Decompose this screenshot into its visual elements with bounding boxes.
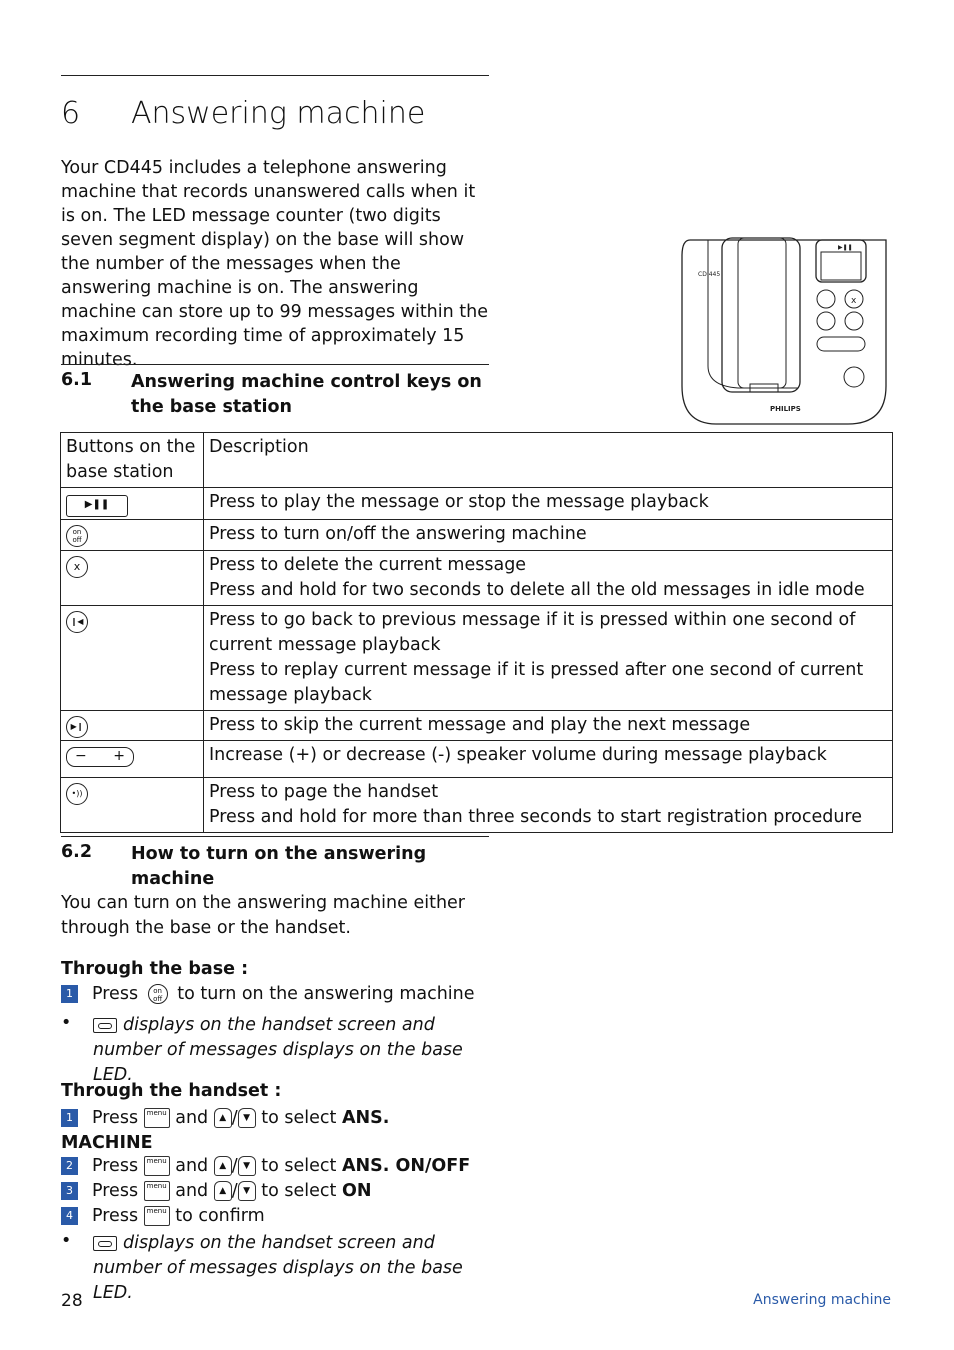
page-icon: •)) [66, 783, 88, 805]
base-model-label: CD 445 [698, 271, 721, 278]
answering-machine-icon [93, 1236, 117, 1251]
base-station-illustration [678, 236, 892, 428]
previous-icon: ❙◀ [66, 611, 88, 633]
intro-paragraph: Your CD445 includes a telephone answering machine that records unanswered calls when it is on. The LED message counter (two digits seven segment display) on the base will show the number of the messages when the answering machine is on. The answering machine can store up to 99 messages within the maximum recording time of approximately 15 minutes. [61, 158, 489, 370]
bullet: • [61, 1013, 72, 1033]
top-rule [61, 75, 489, 76]
table-row [61, 778, 893, 833]
nav-up-icon: ▲ [214, 1156, 232, 1176]
table-cell-line: Press to page the handset [209, 782, 439, 802]
nav-down-icon: ▼ [238, 1156, 256, 1176]
section-number: 6.1 [61, 370, 93, 390]
next-icon: ▶❙ [66, 716, 88, 738]
table-header-cell: Description [204, 433, 893, 488]
control-keys-table [60, 432, 893, 833]
table-row [61, 550, 893, 605]
handset-heading: Through the handset : [61, 1081, 282, 1101]
table-cell: Press to play the message or stop the message playback [204, 488, 893, 520]
svg-text:▶❚❚: ▶❚❚ [838, 244, 853, 251]
section-title: Answering machine control keys on the base station [131, 372, 482, 417]
menu-icon: menu [144, 1108, 170, 1128]
table-cell-line: Press to delete the current message [209, 554, 527, 575]
nav-down-icon: ▼ [238, 1181, 256, 1201]
table-row [61, 741, 893, 778]
menu-icon: menu [144, 1181, 170, 1201]
svg-text:x: x [851, 296, 857, 306]
table-row [61, 605, 893, 710]
on-off-icon: on off [148, 984, 168, 1004]
base-note: displays on the handset screen and number of messages displays on the base LED. [93, 1015, 463, 1085]
chapter-title: Answering machine [131, 96, 426, 131]
table-cell-line: Press to go back to previous message if it is pressed within one second of current message playback [209, 609, 856, 655]
page-number: 28 [61, 1291, 83, 1311]
nav-up-icon: ▲ [214, 1181, 232, 1201]
table-cell-line: Press and hold for more than three seconds to start registration procedure [209, 807, 863, 827]
handset-note: displays on the handset screen and number of messages displays on the base LED. [93, 1233, 463, 1303]
base-heading: Through the base : [61, 959, 249, 979]
section-rule-2 [61, 836, 489, 837]
delete-icon: x [66, 556, 88, 578]
menu-icon: menu [144, 1206, 170, 1226]
section-intro: You can turn on the answering machine either through the base or the handset. [61, 893, 466, 938]
handset-step: 2 Press menu and ▲ / ▼ to select ANS. ON/OFF [61, 1156, 470, 1176]
base-brand-label: PHILIPS [770, 405, 801, 413]
menu-icon: menu [144, 1156, 170, 1176]
bullet: • [61, 1231, 72, 1251]
handset-step: 4 Press menu to confirm [61, 1206, 265, 1226]
table-cell: Increase (+) or decrease (-) speaker volume during message playback [204, 741, 893, 778]
table-header-row [61, 433, 893, 488]
nav-up-icon: ▲ [214, 1108, 232, 1128]
table-header-cell: Buttons on the base station [61, 433, 204, 488]
table-row [61, 488, 893, 520]
nav-down-icon: ▼ [238, 1108, 256, 1128]
step-number: 1 [61, 985, 78, 1003]
on-off-icon: on off [66, 525, 88, 547]
play-pause-icon: ▶❚❚ [66, 495, 128, 517]
answering-machine-icon [93, 1018, 117, 1033]
table-row [61, 710, 893, 741]
table-cell-line: Press to replay current message if it is pressed after one second of current message playback [209, 659, 864, 705]
base-step: 1 Press on off to turn on the answering machine [61, 984, 475, 1004]
footer-section-label: Answering machine [753, 1292, 891, 1308]
section-number: 6.2 [61, 842, 93, 862]
handset-step: 3 Press menu and ▲ / ▼ to select ON [61, 1181, 371, 1201]
chapter-number: 6 [61, 96, 81, 131]
table-cell: Press to skip the current message and play the next message [204, 710, 893, 741]
table-cell: Press to turn on/off the answering machine [204, 520, 893, 551]
section-rule-1 [61, 364, 489, 365]
section-title: How to turn on the answering machine [131, 844, 427, 889]
volume-icon: − + [66, 747, 134, 767]
table-row [61, 520, 893, 551]
handset-step: 1 Press menu and ▲ / ▼ to select ANS. MACHINE [61, 1108, 390, 1153]
table-cell-line: Press and hold for two seconds to delete all the old messages in idle mode [209, 579, 865, 600]
